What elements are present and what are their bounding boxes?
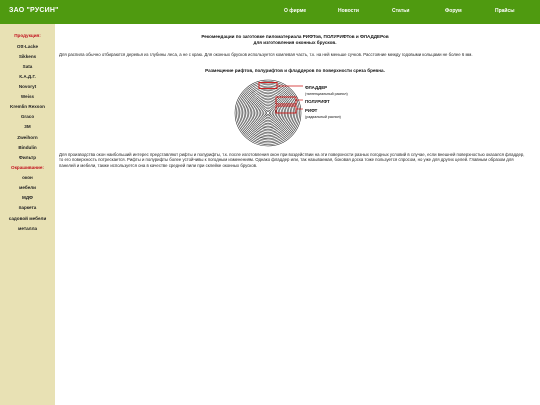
sidebar-item-furniture[interactable]: мебели xyxy=(18,185,37,190)
polurift-label: ПОЛУРИФТ xyxy=(305,99,330,104)
sidebar-item-garden-furniture[interactable]: садовой мебели xyxy=(8,216,47,221)
sidebar-item-filter[interactable]: Фильтр xyxy=(18,155,37,160)
diagram-title: Размещение рифтов, полурифтов и фладдеров по поверхности среза бревна. xyxy=(205,68,385,73)
top-navigation-bar xyxy=(0,0,540,24)
intro-paragraph: Для распила обычно отбираются деревья из глубины леса, а не с краю. Для оконных брусков используется комлевая часть, т.к. на ней меньше сучков. Расстояние между годовыми кольцами не более 6 мм. xyxy=(59,52,473,57)
sidebar-header-finishing: Окрашивание: xyxy=(11,165,44,170)
sidebar-item-ott-lacke[interactable]: Ott-Lacke xyxy=(16,44,39,49)
sidebar-item-novoryt[interactable]: Novoryt xyxy=(18,84,37,89)
sidebar-item-mdf[interactable]: МДФ xyxy=(22,195,33,200)
nav-link-articles[interactable]: Статьи xyxy=(392,8,410,14)
sidebar-item-weiss[interactable]: Weiss xyxy=(20,94,35,99)
sidebar-item-graco[interactable]: Graco xyxy=(20,114,35,119)
nav-link-about[interactable]: О фирме xyxy=(284,8,307,14)
sidebar-item-kremlin-rexson[interactable]: Kremlin Rexson xyxy=(10,104,45,109)
company-logo[interactable]: ЗАО "РУСИН" xyxy=(9,7,59,14)
log-cross-section-diagram xyxy=(233,78,303,148)
page-title-line1: Рекомендации по заготовке пиломатериала РИФТов, ПОЛУРИФТов и ФЛАДДЕРов xyxy=(201,34,389,39)
sidebar-item-kadg[interactable]: К.А.Д.Г. xyxy=(19,74,36,79)
sidebar-item-sikkens[interactable]: Sikkens xyxy=(18,54,37,59)
sidebar-item-sata[interactable]: Sata xyxy=(22,64,33,69)
page-title-line2: для изготовления оконных брусков. xyxy=(253,40,337,45)
nav-link-prices[interactable]: Прайсы xyxy=(495,8,515,14)
sidebar-item-zweihorn[interactable]: Zweihorn xyxy=(17,135,38,140)
sidebar-item-parquet[interactable]: паркета xyxy=(18,205,37,210)
sidebar-item-metal[interactable]: металла xyxy=(17,226,38,231)
rift-label: РИФТ xyxy=(305,108,318,113)
sidebar-item-3m[interactable]: 3M xyxy=(24,124,31,129)
rift-note: (радиальный распил) xyxy=(305,115,341,119)
nav-link-news[interactable]: Новости xyxy=(338,8,359,14)
details-paragraph: Для производства окон наибольший интерес представляют рифты и полурифты, т.к. после изготовления окон при воздействии на эти поверхности разных погодных условий в случае, если внешней поверхностью оказался фладдер, то его поверхность потрескается. Рифты и полурифты более устойчивы к погодным изменениям. Однако фладдер или, так называемая, боковая доска тоже пользуется спросом, но уже для других целей. Главным образом для панелей и мебели, также используется она в качестве средней пили при склейке оконных брусков. xyxy=(59,152,525,168)
fladder-note: (тангенциальный распил) xyxy=(305,92,348,96)
sidebar-item-bindulin[interactable]: Bindulin xyxy=(18,145,37,150)
fladder-label: ФЛАДДЕР xyxy=(305,85,328,90)
main-content xyxy=(59,24,531,405)
sidebar-header-products: Продукция: xyxy=(14,33,41,38)
sidebar xyxy=(0,24,55,405)
sidebar-item-windows[interactable]: окон xyxy=(22,175,33,180)
nav-link-forum[interactable]: Форум xyxy=(445,8,462,14)
